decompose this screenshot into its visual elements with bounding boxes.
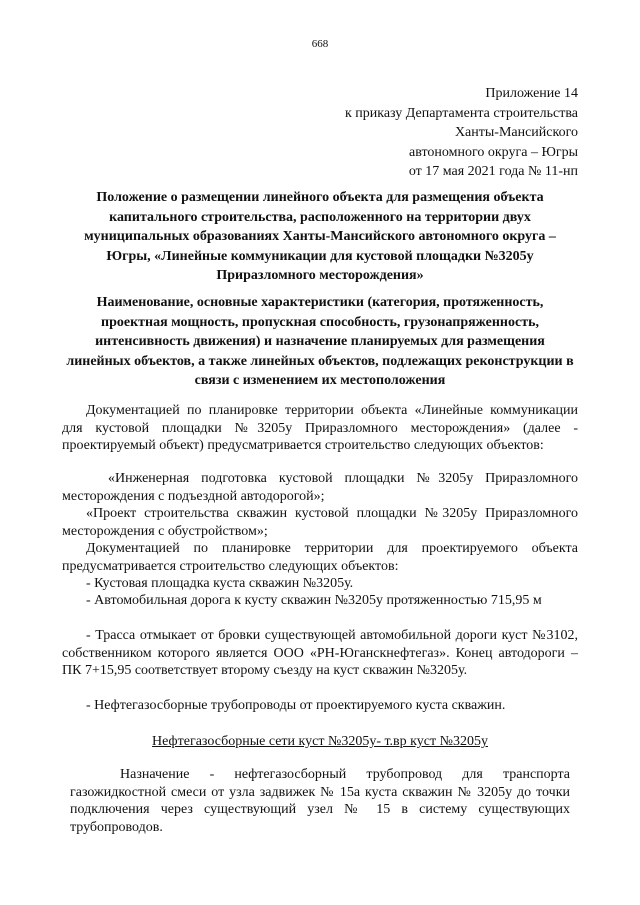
appendix-block <box>345 84 578 182</box>
paragraph-objects: Документацией по планировке территории для проектируемого объекта предусматривается строительство следующих объектов: <box>62 541 578 574</box>
appendix-line: к приказу Департамента строительства <box>344 105 578 121</box>
appendix-line: Приложение 14 <box>485 86 578 101</box>
section-title: Наименование, основные характеристики (категория, протяженность, проектная мощность, пропускная способность, грузонапряженность, интенсивность движения) и назначение планируемых для размещения линейных объектов, а также линейных объектов, подлежащих реконструкции в связи с изменением их местоположения <box>66 295 574 388</box>
paragraph-intro: Документацией по планировке территории объекта «Линейные коммуникации для кустовой площадки №3205у Приразломного месторождения» (далее - проектируемый объект) предусматривается строительство следующих объектов: <box>62 403 578 453</box>
paragraph-item-2: «Проект строительства скважин кустовой площадки №3205у Приразломного месторождения с обустройством»; <box>62 506 578 539</box>
appendix-line: от 17 мая 2021 года № 11-нп <box>408 164 578 179</box>
paragraph-road: - Автомобильная дорога к кусту скважин №3205у протяженностью 715,95 м <box>86 593 542 608</box>
paragraph-purpose: Назначение - нефтегазосборный трубопровод для транспорта газожидкостной смеси от узла задвижек № 15а куста скважин № 3205у до точки подключения через существующий узел № 15 в систему существующих трубопроводов. <box>70 767 570 835</box>
paragraph-pad: - Кустовая площадка куста скважин №3205у. <box>86 576 354 591</box>
appendix-line: автономного округа – Югры <box>409 144 578 160</box>
page-number: 668 <box>311 38 329 50</box>
paragraph-route: - Трасса отмыкает от бровки существующей автомобильной дороги куст №3102, собственником которого является ООО «РН-Юганскнефтегаз». Конец автодороги – ПК 7+15,95 соответствует второму съезду на куст скважин №3205у. <box>62 628 578 678</box>
paragraph-item-1: «Инженерная подготовка кустовой площадки №3205у Приразломного месторождения с подъездной автодорогой»; <box>62 471 578 504</box>
document-title: Положение о размещении линейного объекта для размещения объекта капитального строительства, расположенного на территории двух муниципальных образованиях Ханты-Мансийского автономного округа – Югры, «Линейные коммуникации для кустовой площадки №3205у Приразломного месторождения» <box>84 190 556 283</box>
pipeline-heading <box>0 734 640 750</box>
pipeline-heading-text: Нефтегазосборные сети куст №3205у- т.вр куст №3205у <box>152 734 488 749</box>
appendix-line: Ханты-Мансийского <box>454 125 578 140</box>
paragraph-pipelines: - Нефтегазосборные трубопроводы от проектируемого куста скважин. <box>86 698 506 713</box>
